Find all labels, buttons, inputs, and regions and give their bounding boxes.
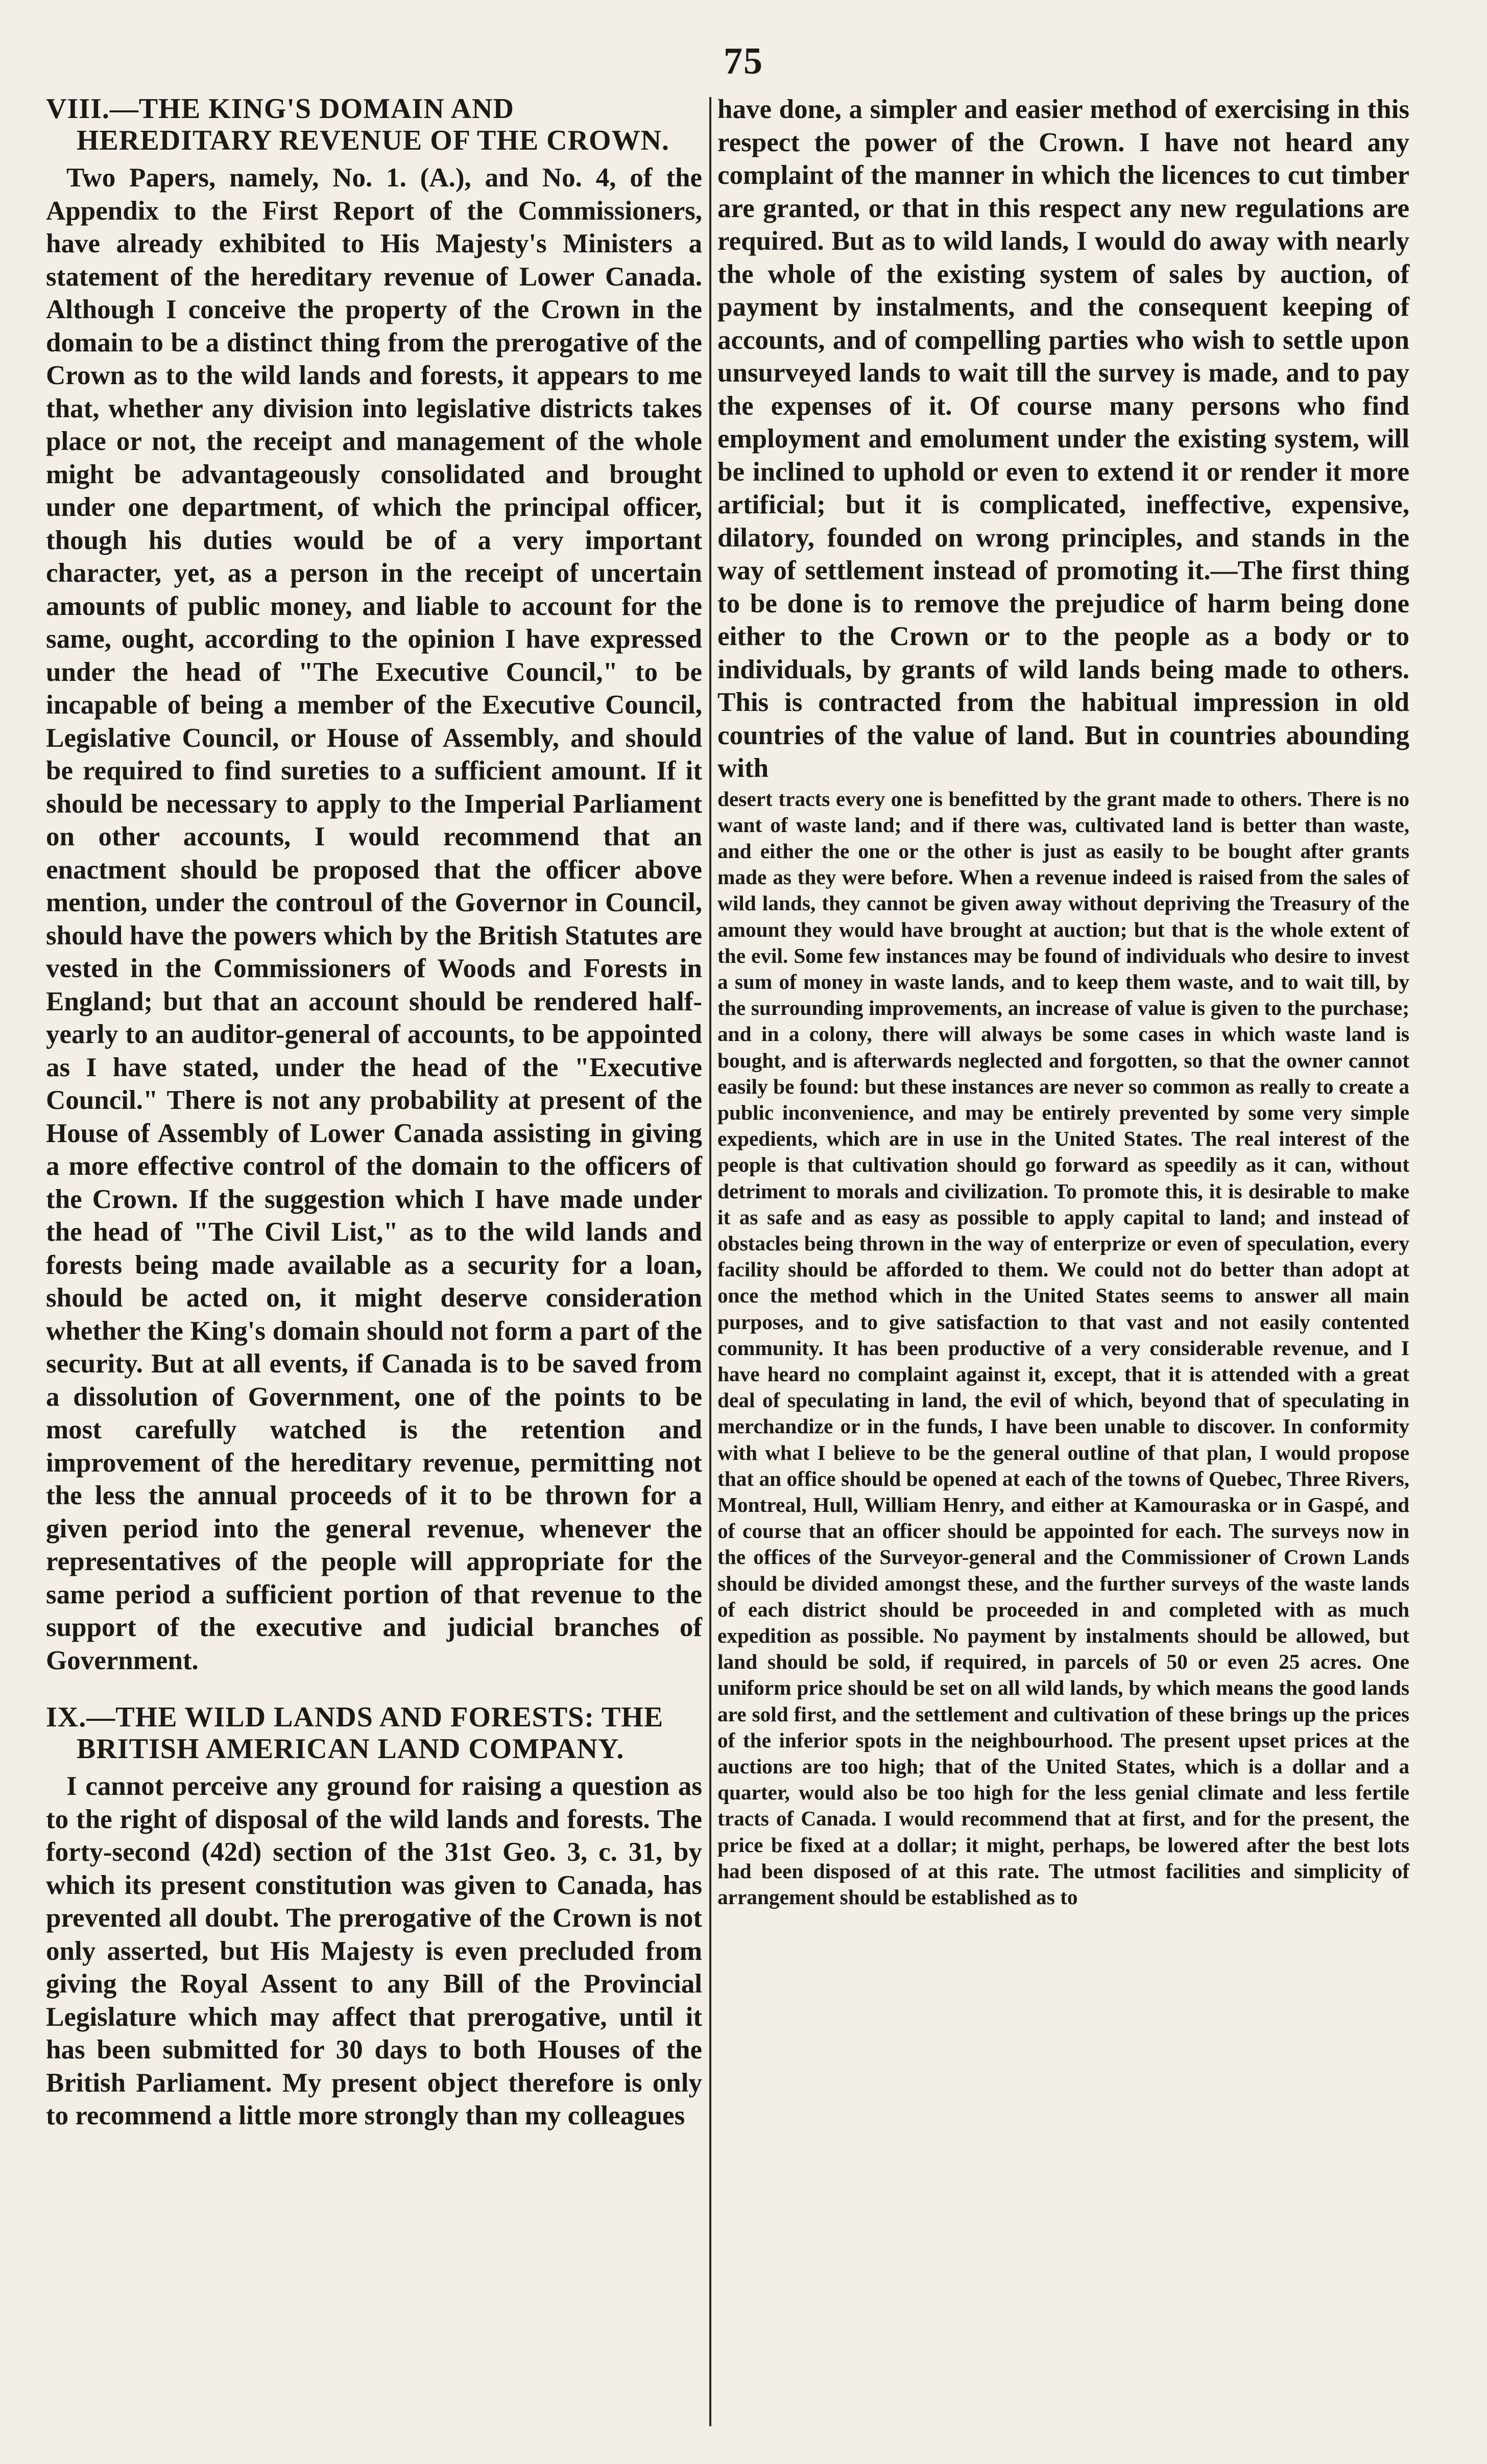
left-column [46, 93, 702, 2133]
page-number: 75 [724, 40, 763, 82]
column-divider [709, 97, 711, 2426]
section-viii-heading: VIII.—THE KING'S DOMAIN AND HEREDITARY REVENUE OF THE CROWN. [46, 93, 670, 156]
section-ix-paragraph-left: I cannot perceive any ground for raising a question as to the right of disposal of the wild lands and forests. The forty-second (42d) section of the 31st Geo. 3, c. 31, by which its present constitution was given to Canada, has prevented all doubt. The prerogative of the Crown is not only asserted, but His Majesty is even precluded from giving the Royal Assent to any Bill of the Provincial Legislature which may affect that prerogative, until it has been submitted for 30 days to both Houses of the British Parliament. My present object therefore is only to recommend a little more strongly than my colleagues [46, 1771, 702, 2130]
section-ix-paragraph-right: have done, a simpler and easier method of exercising in this respect the power of the Crown. I have not heard any complaint of the manner in which the licences to cut timber are granted, or that in this respect any new regulations are required. But as to wild lands, I would do away with nearly the whole of the existing system of sales by auction, of payment by instalments, and the consequent keeping of accounts, and of compelling parties who wish to settle upon unsurveyed lands to wait till the survey is made, and to pay the expenses of it. Of course many persons who find employment and emolument under the existing system, will be inclined to uphold or even to extend it or render it more artificial; but it is complicated, ineffective, expensive, dilatory, founded on wrong principles, and stands in the way of settlement instead of promoting it.—The first thing to be done is to remove the prejudice of harm being done either to the Crown or to the people as a body or to individuals, by grants of wild lands being made to others. This is contracted from the habitual impression in old countries of the value of land. But in countries abounding with [717, 94, 1409, 783]
section-viii-paragraph: Two Papers, namely, No. 1. (A.), and No. 4, of the Appendix to the First Report of the Commissioners, have already exhibited to His Majesty's Ministers a statement of the hereditary revenue of Lower Canada. Although I conceive the property of the Crown in the domain to be a distinct thing from the prerogative of the Crown as to the wild lands and forests, it appears to me that, whether any division into legislative districts takes place or not, the receipt and management of the whole might be advantageously consolidated and brought under one department, of which the principal officer, though his duties would be of a very important character, yet, as a person in the receipt of uncertain amounts of public money, and liable to account for the same, ought, according to the opinion I have expressed under the head of "The Executive Council," to be incapable of being a member of the Executive Council, Legislative Council, or House of Assembly, and should be required to find sureties to a sufficient amount. If it should be necessary to apply to the Imperial Parliament on other accounts, I would recommend that an enactment should be proposed that the officer above mention, under the controul of the Governor in Council, should have the powers which by the British Statutes are vested in the Commissioners of Woods and Forests in England; but that an account should be rendered half-yearly to an auditor-general of accounts, to be appointed as I have stated, under the head of the "Executive Council." There is not any probability at present of the House of Assembly of Lower Canada assisting in giving a more effective control of the domain to the officers of the Crown. If the suggestion which I have made under the head of "The Civil List," as to the wild lands and forests being made available as a security for a loan, should be acted on, it might deserve consideration whether the King's domain should not form a part of the security. But at all events, if Canada is to be saved from a dissolution of Government, one of the points to be most carefully watched is the retention and improvement of the hereditary revenue, permitting not the less the annual proceeds of it to be thrown for a given period into the general revenue, whenever the representatives of the people will appropriate for the same period a sufficient portion of that revenue to the support of the executive and judicial branches of Government. [46, 163, 702, 1675]
section-ix-paragraph-small-print: desert tracts every one is benefitted by the grant made to others. There is no want of waste land; and if there was, cultivated land is better than waste, and either the one or the other is just as easily to be bought after grants made as they were before. When a revenue indeed is raised from the sales of wild lands, they cannot be given away without depriving the Treasury of the amount they would have brought at auction; but that is the whole extent of the evil. Some few instances may be found of individuals who desire to invest a sum of money in waste lands, and to keep them waste, and to wait till, by the surrounding improvements, an increase of value is given to the purchase; and in a colony, there will always be some cases in which waste land is bought, and is afterwards neglected and forgotten, so that the owner cannot easily be found: but these instances are never so common as really to create a public inconvenience, and may be entirely prevented by some very simple expedients, which are in use in the United States. The real interest of the people is that cultivation should go forward as speedily as it can, without detriment to morals and civilization. To promote this, it is desirable to make it as safe and as easy as possible to apply capital to land; and instead of obstacles being thrown in the way of enterprize or even of speculation, every facility should be afforded to them. We could not do better than adopt at once the method which in the United States seems to answer all main purposes, and to give satisfaction to that vast and not easily contented community. It has been productive of a very considerable revenue, and I have heard no complaint against it, except, that it is attended with a great deal of speculating in land, the evil of which, beyond that of speculating in merchandize or in the funds, I have been unable to discover. In conformity with what I believe to be the general outline of that plan, I would propose that an office should be opened at each of the towns of Quebec, Three Rivers, Montreal, Hull, William Henry, and either at Kamouraska or in Gaspé, and of course that an officer should be appointed for each. The surveys now in the offices of the Surveyor-general and the Commissioner of Crown Lands should be divided amongst these, and the further surveys of the waste lands of each district should be proceeded in and completed with as much expedition as possible. No payment by instalments should be allowed, but land should be sold, if required, in parcels of 50 or even 25 acres. One uniform price should be set on all wild lands, by which means the good lands are sold first, and the settlement and cultivation of these brings up the prices of the inferior spots in the neighbourhood. The present upset prices at the auctions are too high; that of the United States, which is a dollar and a quarter, would also be too high for the less genial climate and less fertile tracts of Canada. I would recommend that at first, and for the present, the price be fixed at a dollar; it might, perhaps, be lowered after the best lots had been disposed of at this rate. The utmost facilities and simplicity of arrangement should be established as to [717, 787, 1409, 1909]
section-ix-heading: IX.—THE WILD LANDS AND FORESTS: THE BRITISH AMERICAN LAND COMPANY. [46, 1701, 664, 1765]
right-column [717, 93, 1409, 1910]
